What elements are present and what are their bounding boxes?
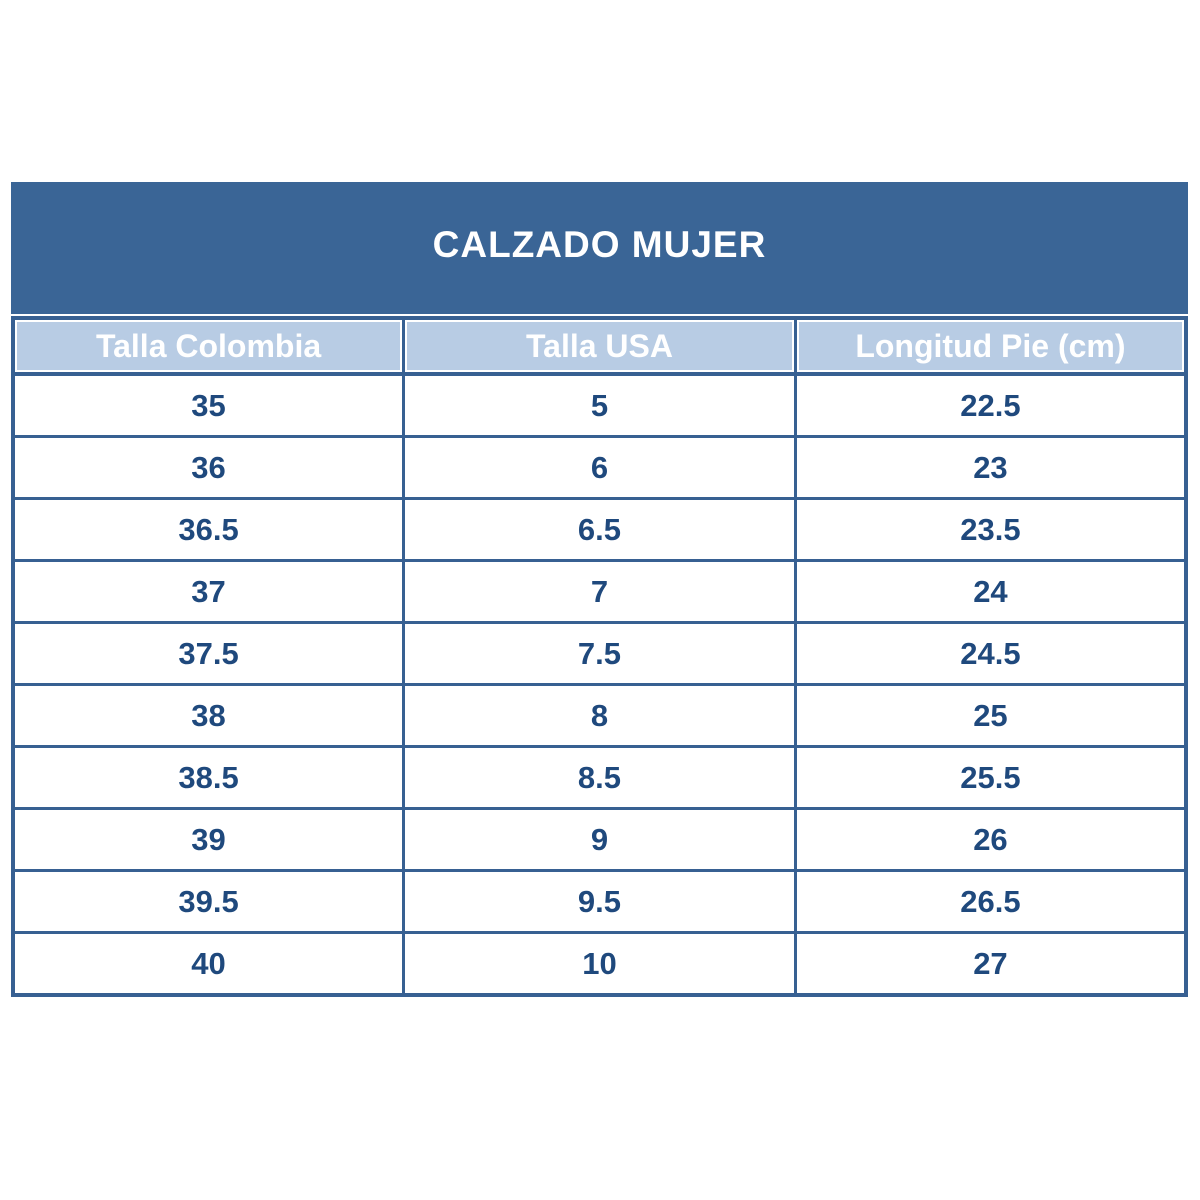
size-chart [11,182,1188,997]
header-cell-talla-colombia: Talla Colombia [13,318,404,374]
header-cell-talla-usa: Talla USA [404,318,796,374]
table-row [13,747,1186,809]
table-cell: 36 [13,437,404,499]
table-cell: 9.5 [404,871,796,933]
table-cell: 24 [795,561,1186,623]
table-cell: 5 [404,374,796,437]
table-cell: 25 [795,685,1186,747]
table-cell: 38.5 [13,747,404,809]
table-cell: 40 [13,933,404,996]
table-row [13,933,1186,996]
table-cell: 38 [13,685,404,747]
table-row [13,623,1186,685]
table-header [13,318,1186,374]
table-cell: 27 [795,933,1186,996]
header-cell-longitud-pie: Longitud Pie (cm) [795,318,1186,374]
table-cell: 23.5 [795,499,1186,561]
table-cell: 37.5 [13,623,404,685]
table-row [13,809,1186,871]
table-row [13,374,1186,437]
table-cell: 7.5 [404,623,796,685]
table-cell: 6.5 [404,499,796,561]
table-cell: 39 [13,809,404,871]
header-row [13,318,1186,374]
table-cell: 25.5 [795,747,1186,809]
table-cell: 8 [404,685,796,747]
table-body [13,374,1186,995]
table-cell: 8.5 [404,747,796,809]
table-cell: 7 [404,561,796,623]
table-cell: 6 [404,437,796,499]
table-cell: 9 [404,809,796,871]
table-cell: 26 [795,809,1186,871]
table-cell: 26.5 [795,871,1186,933]
table-cell: 35 [13,374,404,437]
table-cell: 23 [795,437,1186,499]
table-cell: 36.5 [13,499,404,561]
table-row [13,871,1186,933]
table-row [13,561,1186,623]
table-cell: 39.5 [13,871,404,933]
table-row [13,499,1186,561]
table-cell: 22.5 [795,374,1186,437]
table-row [13,437,1186,499]
table-row [13,685,1186,747]
chart-title: CALZADO MUJER [11,182,1188,314]
table-cell: 37 [13,561,404,623]
size-table [11,316,1188,997]
table-cell: 10 [404,933,796,996]
table-cell: 24.5 [795,623,1186,685]
